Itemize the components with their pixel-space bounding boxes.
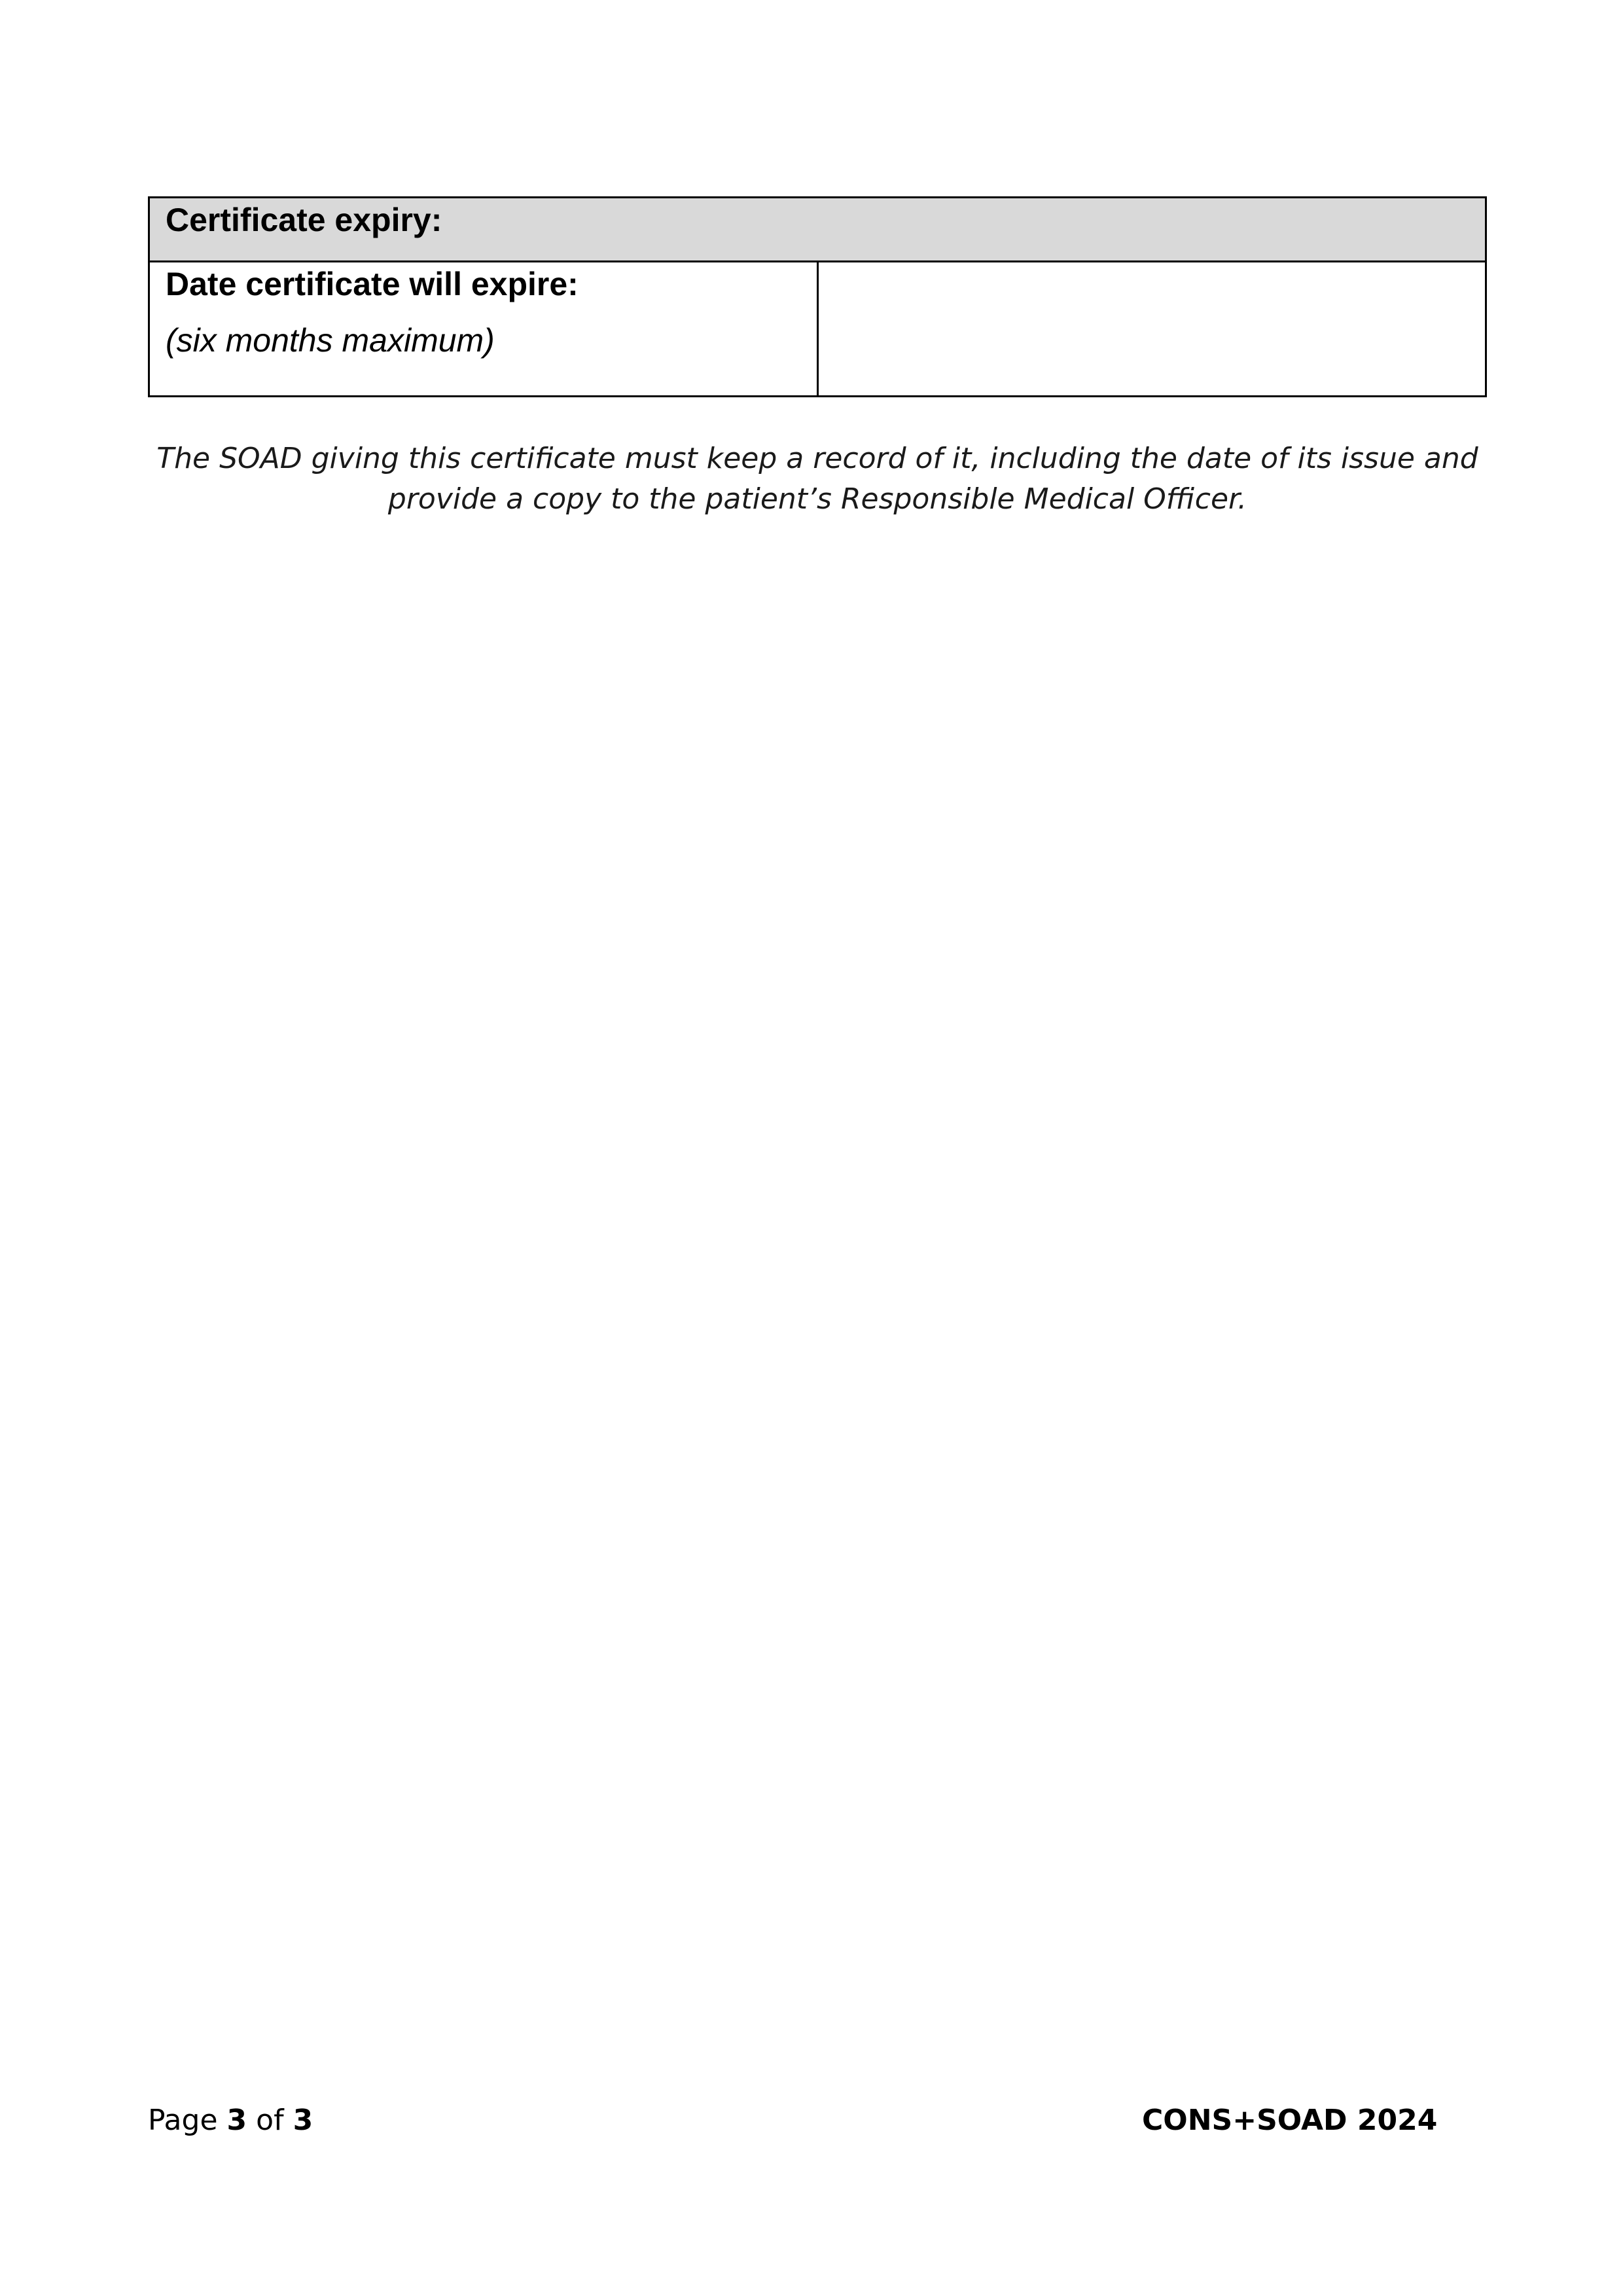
document-code: CONS+SOAD 2024 xyxy=(1142,2104,1438,2137)
current-page-number: 3 xyxy=(226,2104,247,2137)
table-header-row xyxy=(149,198,1486,262)
certificate-expiry-table xyxy=(148,196,1487,397)
page-word: Page xyxy=(148,2104,218,2137)
expiry-date-field[interactable] xyxy=(817,262,1486,397)
record-keeping-note: The SOAD giving this certificate must keep a record of it, including the date of its issue and provide a copy to the patient’s Responsible Medical Officer. xyxy=(156,442,1478,516)
page-number xyxy=(148,2102,313,2139)
expiry-date-label: Date certificate will expire: xyxy=(166,266,579,302)
expiry-date-label-cell xyxy=(149,262,818,397)
certificate-expiry-heading: Certificate expiry: xyxy=(166,202,442,238)
total-pages-number: 3 xyxy=(293,2104,313,2137)
expiry-date-hint: (six months maximum) xyxy=(166,322,495,359)
table-header-cell xyxy=(149,198,1486,262)
of-word: of xyxy=(256,2104,284,2137)
table-row xyxy=(149,262,1486,397)
